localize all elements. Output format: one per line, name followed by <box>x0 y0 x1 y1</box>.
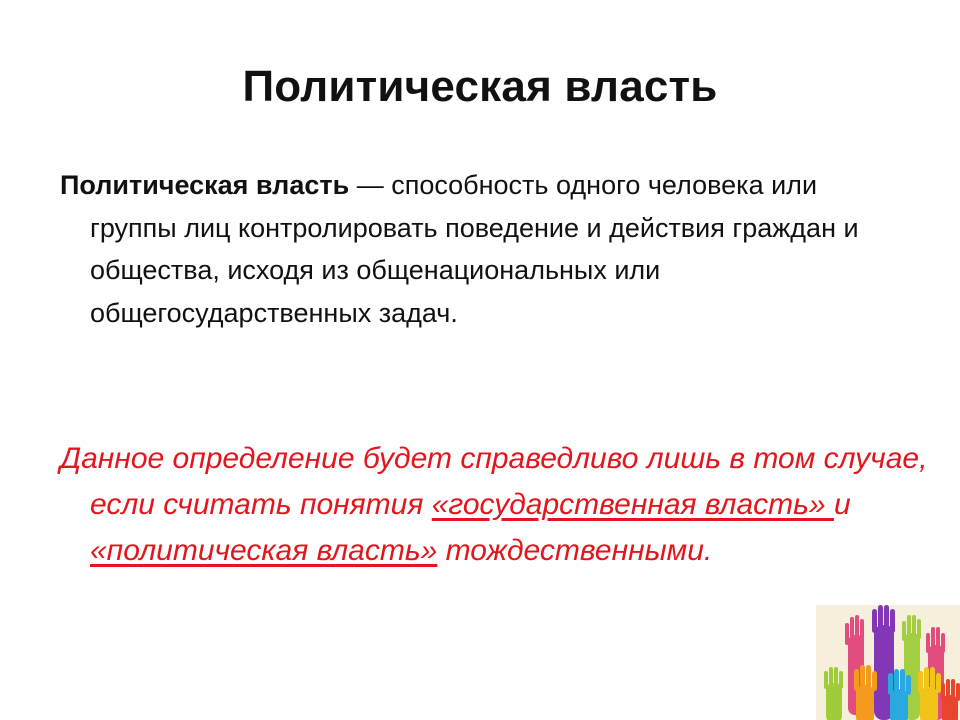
remark-text-before: Данное определение будет справедливо лишь в том случае, если считать понятия <box>60 442 928 521</box>
raised-hands-icon <box>816 605 960 720</box>
slide-title: Политическая власть <box>242 62 718 111</box>
state-power-link[interactable]: «государственная власть» <box>431 488 834 521</box>
definition-text: способность одного человека или группы лиц контролировать поведение и действия граждан и общества, исходя из общенациональных или общегосударственных задач. <box>90 170 859 328</box>
remark-text-after: тождественными. <box>437 534 713 567</box>
raised-hands-image <box>816 605 960 720</box>
definition-dash: — <box>349 170 392 200</box>
remark-connector: и <box>833 488 851 521</box>
remark-paragraph <box>60 436 940 574</box>
definition-term: Политическая власть <box>60 170 350 200</box>
political-power-link[interactable]: «политическая власть» <box>90 534 438 567</box>
definition-paragraph <box>60 164 880 334</box>
